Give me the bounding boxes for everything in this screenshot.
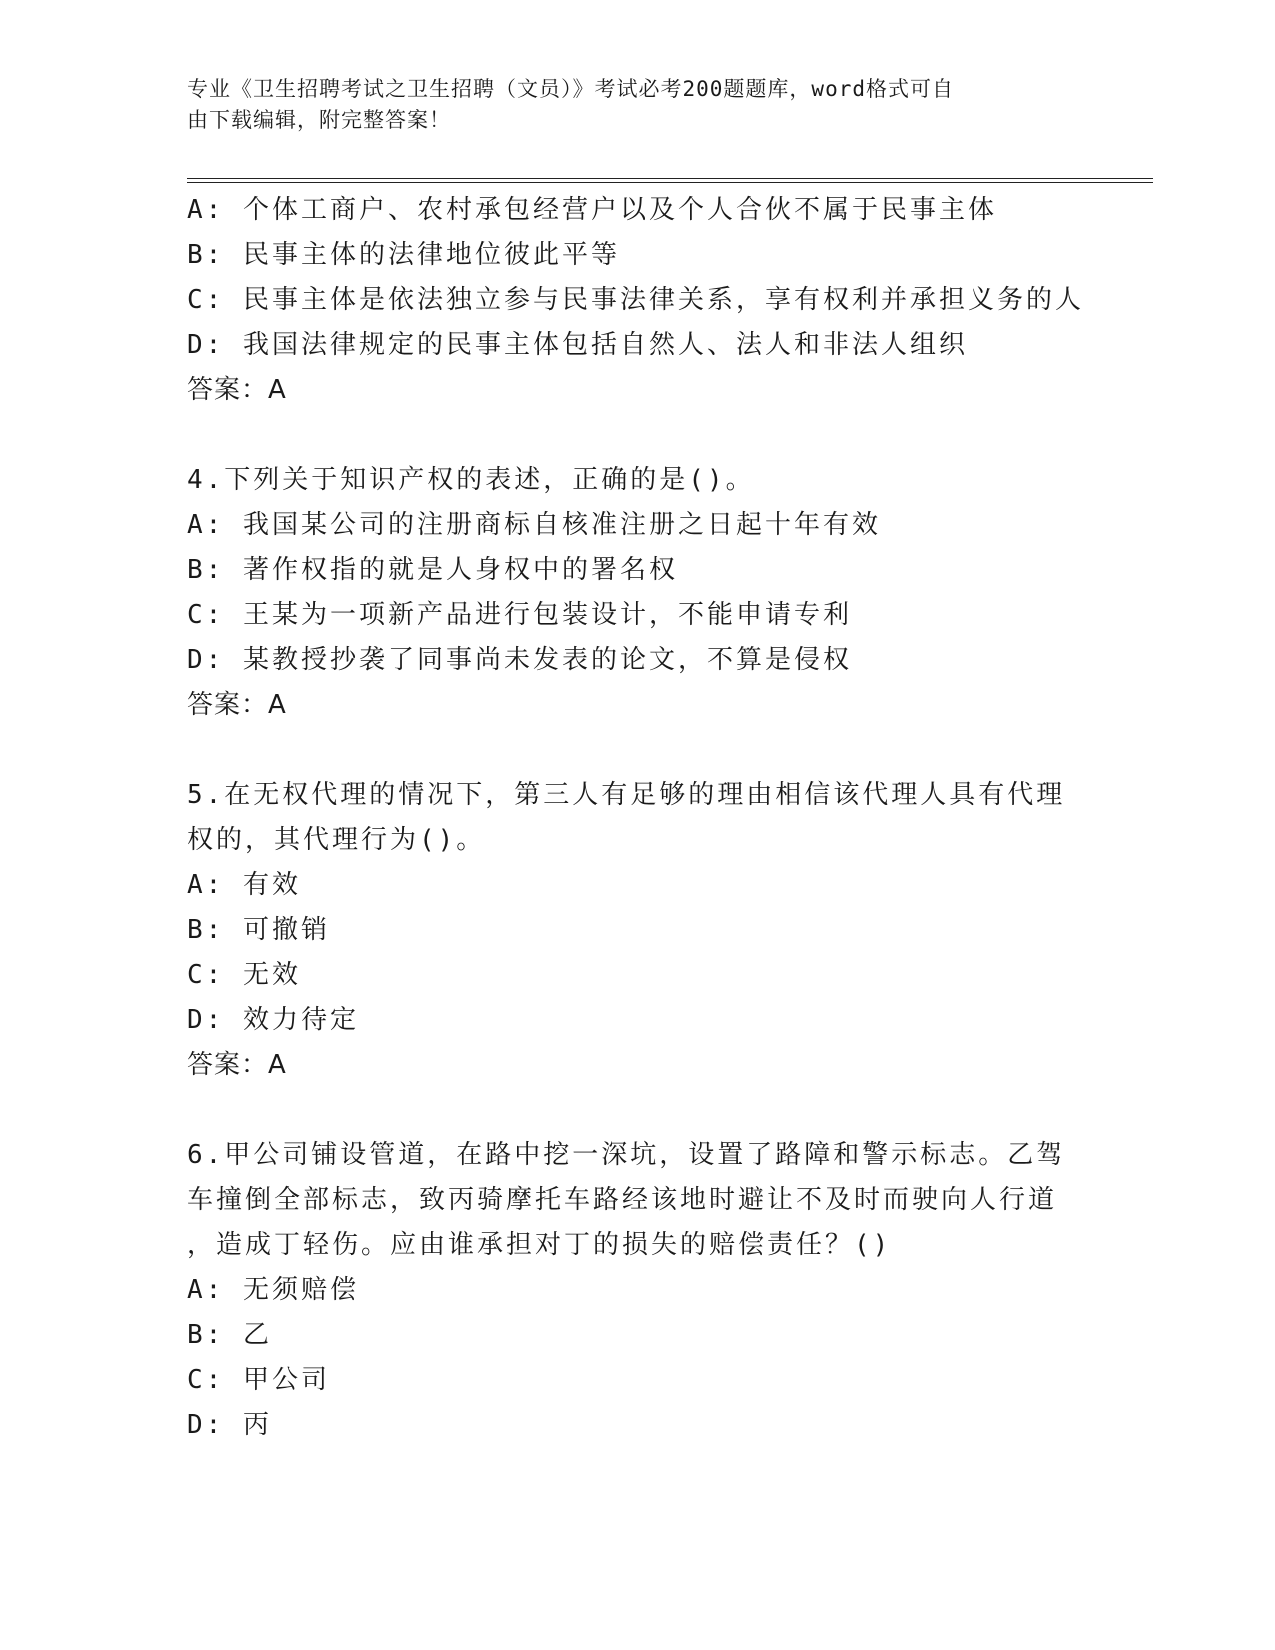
q6-option-d: D: 丙 [187, 1410, 272, 1440]
q4-option-a: A: 我国某公司的注册商标自核准注册之日起十年有效 [187, 510, 881, 540]
q5-answer: 答案：A [187, 1050, 287, 1080]
q5-stem-line-1: 5.在无权代理的情况下，第三人有足够的理由相信该代理人具有代理 [187, 780, 1066, 810]
q3-answer: 答案：A [187, 375, 287, 405]
q6-option-a: A: 无须赔偿 [187, 1275, 359, 1305]
q4-option-c: C: 王某为一项新产品进行包装设计，不能申请专利 [187, 600, 852, 630]
q6-option-c: C: 甲公司 [187, 1365, 330, 1395]
document-header [187, 74, 1077, 136]
header-line-2: 由下载编辑，附完整答案！ [187, 108, 451, 132]
q4-option-d: D: 某教授抄袭了同事尚未发表的论文，不算是侵权 [187, 645, 852, 675]
q4-answer: 答案：A [187, 690, 287, 720]
q4-stem: 4.下列关于知识产权的表述，正确的是()。 [187, 465, 755, 495]
q5-option-a: A: 有效 [187, 870, 301, 900]
q4-option-b: B: 著作权指的就是人身权中的署名权 [187, 555, 678, 585]
q5-stem-line-2: 权的，其代理行为()。 [187, 825, 486, 855]
q6-stem-line-3: ，造成丁轻伤。应由谁承担对丁的损失的赔偿责任？() [187, 1230, 892, 1260]
q5-option-b: B: 可撤销 [187, 915, 330, 945]
q3-option-c: C: 民事主体是依法独立参与民事法律关系，享有权利并承担义务的人 [187, 285, 1084, 315]
q6-stem-line-1: 6.甲公司铺设管道，在路中挖一深坑，设置了路障和警示标志。乙驾 [187, 1140, 1066, 1170]
q6-option-b: B: 乙 [187, 1320, 272, 1350]
q3-option-b: B: 民事主体的法律地位彼此平等 [187, 240, 620, 270]
q5-option-c: C: 无效 [187, 960, 301, 990]
q3-option-a: A: 个体工商户、农村承包经营户以及个人合伙不属于民事主体 [187, 195, 997, 225]
header-line-1: 专业《卫生招聘考试之卫生招聘（文员）》考试必考200题题库，word格式可自 [187, 77, 954, 101]
q6-stem-line-2: 车撞倒全部标志，致丙骑摩托车路经该地时避让不及时而驶向人行道 [187, 1185, 1058, 1215]
header-rule-top [187, 178, 1153, 179]
q3-option-d: D: 我国法律规定的民事主体包括自然人、法人和非法人组织 [187, 330, 968, 360]
q5-option-d: D: 效力待定 [187, 1005, 359, 1035]
header-rule-bottom [187, 182, 1153, 183]
